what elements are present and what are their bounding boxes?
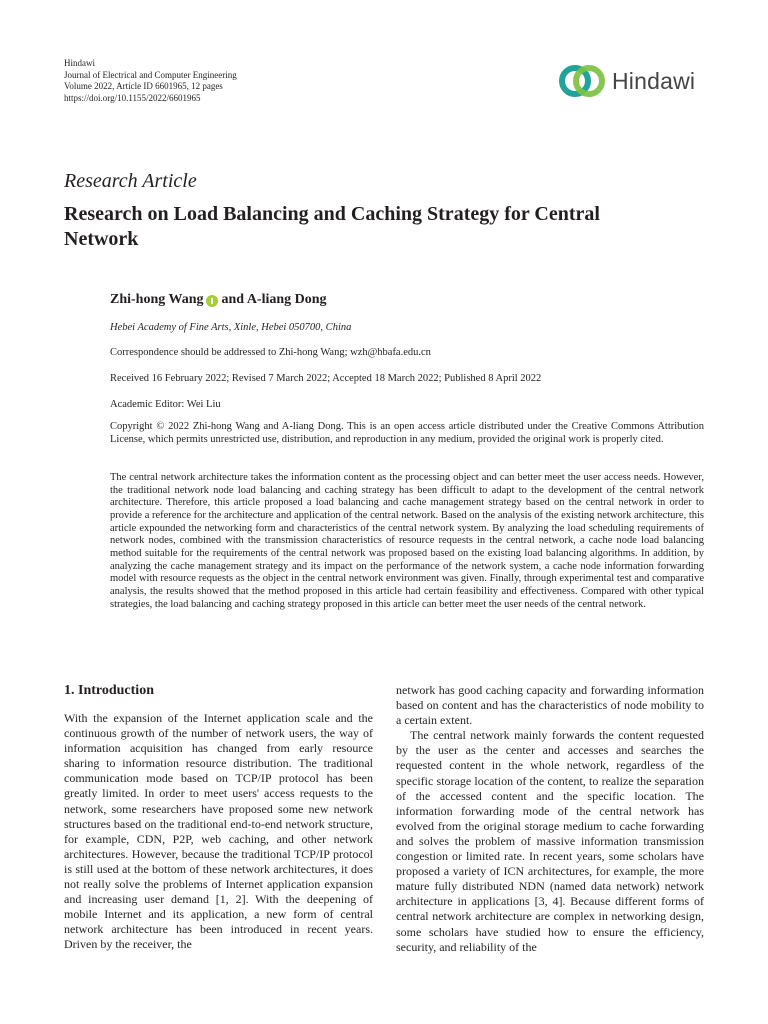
- doi-link[interactable]: https://doi.org/10.1155/2022/6601965: [64, 92, 201, 103]
- article-type: Research Article: [64, 170, 197, 192]
- coauthor-names: and A-liang Dong: [221, 292, 327, 307]
- section-heading: 1. Introduction: [64, 683, 154, 698]
- hindawi-logo[interactable]: [558, 64, 695, 98]
- orcid-icon[interactable]: [206, 295, 218, 307]
- volume-info: Volume 2022, Article ID 6601965, 12 pages: [64, 81, 223, 92]
- journal-name: Journal of Electrical and Computer Engineering: [64, 69, 237, 80]
- correspondence: Correspondence should be addressed to Zhi-hong Wang; wzh@hbafa.edu.cn: [110, 347, 431, 358]
- affiliation: Hebei Academy of Fine Arts, Xinle, Hebei 050700, China: [110, 322, 352, 333]
- publisher-name: Hindawi: [64, 58, 95, 68]
- hindawi-logo-icon: [558, 64, 606, 98]
- body-paragraph: network has good caching capacity and forwarding information based on content and has the characteristics of node mobility to a certain extent.: [396, 683, 704, 728]
- body-paragraph: The central network mainly forwards the content requested by the user as the center and accesses and searches the requested content in the whole network, regardless of the specific storage location of the content, to realize the separation of the accessed content and the specific location. The information forwarding mode of the central network has evolved from the original storage medium to cache forwarding and solves the problem of massive information transmission congestion or limited rate. In recent years, some scholars have proposed a variety of ICN architectures, for example, the more mature fully distributed NDN (named data network) network architecture in applications [3, 4]. Because different forms of central network architecture are complex in networking design, some scholars have studied how to ensure the efficiency, security, and reliability of the: [396, 728, 704, 954]
- journal-meta: [64, 58, 237, 104]
- publication-dates: Received 16 February 2022; Revised 7 March 2022; Accepted 18 March 2022; Published 8 April 2022: [110, 373, 542, 384]
- copyright-notice: Copyright © 2022 Zhi-hong Wang and A-liang Dong. This is an open access article distributed under the Creative Commons Attribution License, which permits unrestricted use, distribution, and reproduction in any medium, provided the original work is properly cited.: [110, 421, 704, 445]
- logo-wordmark: Hindawi: [612, 67, 696, 94]
- article-title: Research on Load Balancing and Caching Strategy for Central Network: [64, 203, 600, 250]
- author-list: [110, 292, 327, 308]
- academic-editor: Academic Editor: Wei Liu: [110, 399, 221, 410]
- body-column-right: [396, 683, 704, 955]
- body-paragraph: With the expansion of the Internet application scale and the continuous growth of the number of network users, the way of information acquisition has changed from early resource sharing to information resource distribution. The traditional communication mode based on TCP/IP protocol has been greatly limited. In order to meet users' access requests to the network, some researchers have proposed some new network structures based on the traditional end-to-end network structure, for example, CDN, P2P, web caching, and other network architectures. However, because the traditional TCP/IP protocol is still used at the bottom of these network architectures, it does not really solve the problems of Internet application expansion and increasing user demand [1, 2]. With the deepening of mobile Internet and its application, a new form of central network architecture has been introduced in recent years. Driven by the receiver, the: [64, 711, 373, 952]
- body-column-left: [64, 711, 373, 953]
- abstract: The central network architecture takes the information content as the processing object and can better meet the user access needs. However, the traditional network node load balancing and caching strategy has been difficult to adapt to the development of the central network architecture. Therefore, this article proposed a load balancing and cache management strategy based on the central network in order to provide a reference for the architecture and application of the central network. Based on the analysis of the existing network architecture, this article expounded the networking form and characteristics of the central network system. By analyzing the load scheduling requirements of network nodes, combined with the transmission characteristics of resource requests in the central network, a cache node load balancing method suitable for the requirements of the central network was proposed based on the existing load balancing algorithms. In addition, by analyzing the cache management strategy and its impact on the performance of the network system, a cache node information forwarding model with resource requests as the object in the central network environment was given. Finally, through experimental test and comparative analysis, the results showed that the method proposed in this article had certain feasibility and effectiveness. Compared with other typical strategies, the load balancing and caching strategy proposed in this article can better meet the user needs of the central network.: [110, 472, 704, 610]
- author-name[interactable]: Zhi-hong Wang: [110, 292, 204, 307]
